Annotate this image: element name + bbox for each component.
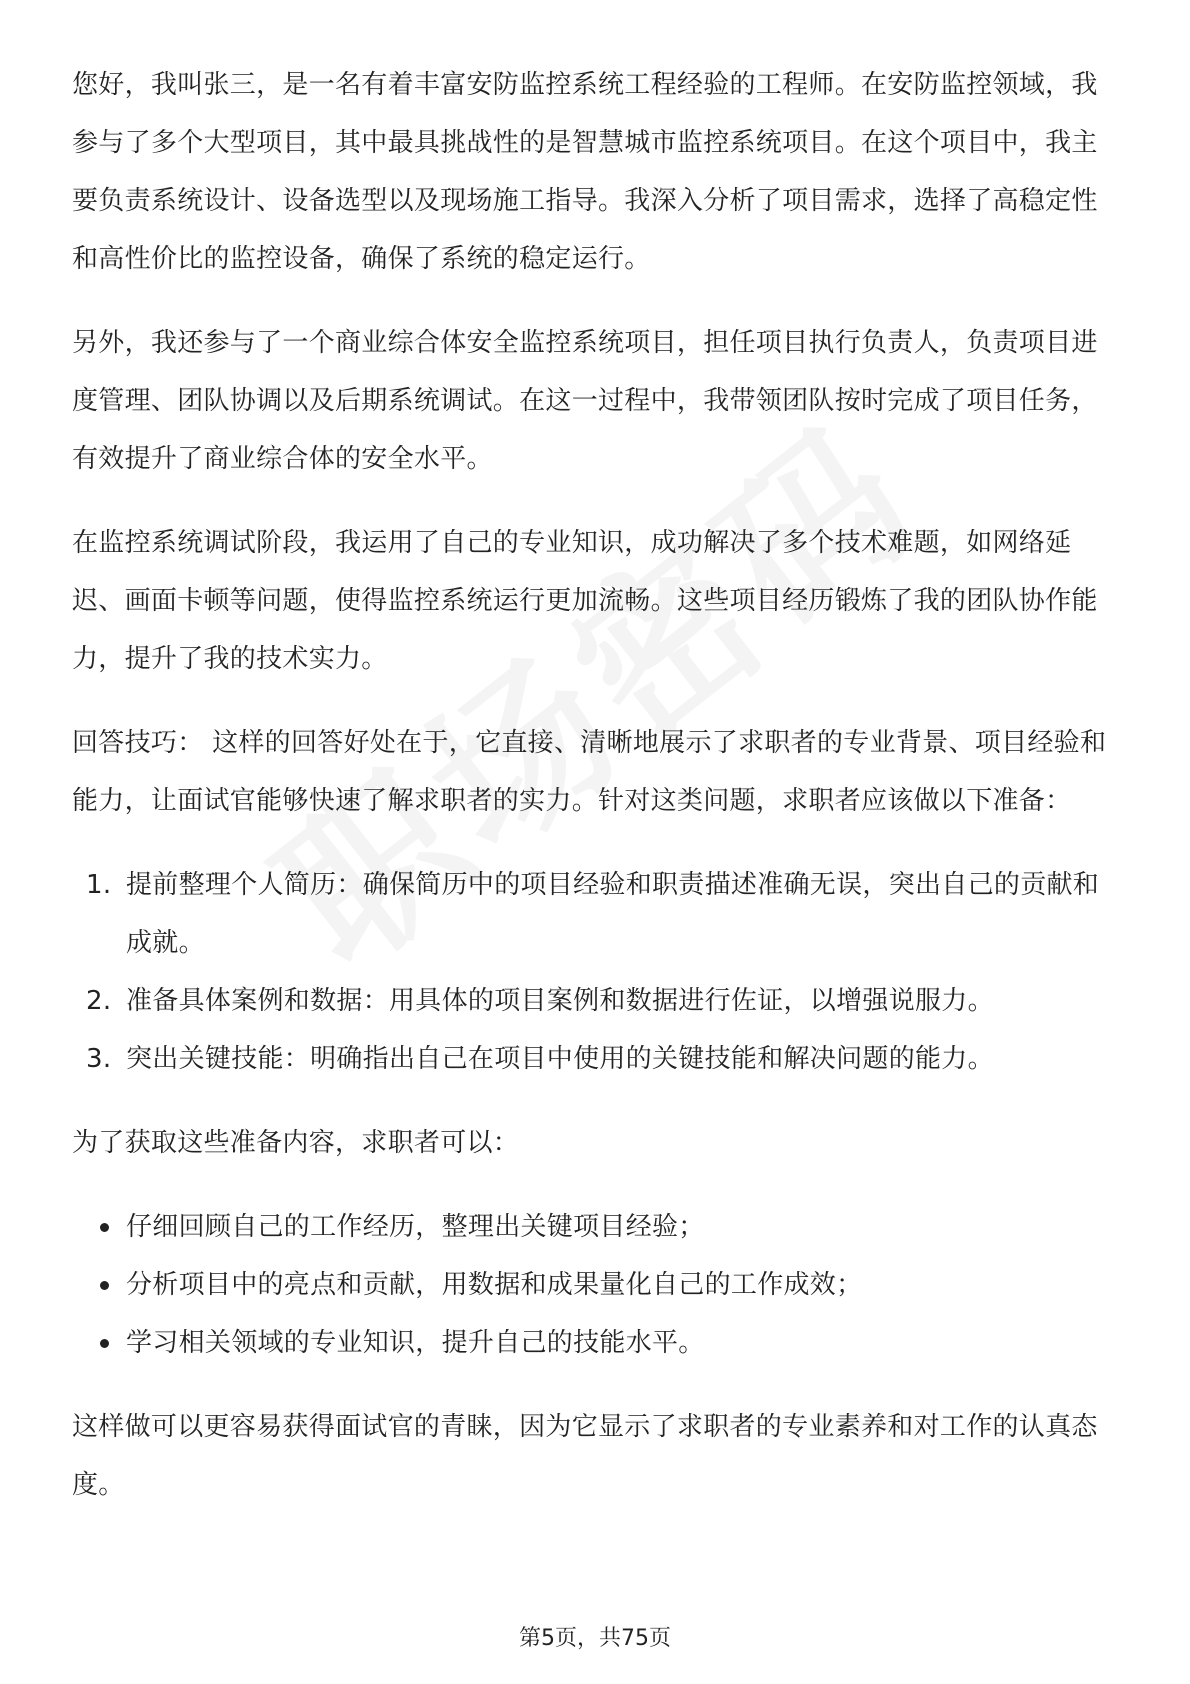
list-item-text: 仔细回顾自己的工作经历，整理出关键项目经验； [126, 1212, 705, 1242]
paragraph-answer-tips: 回答技巧： 这样的回答好处在于，它直接、清晰地展示了求职者的专业背景、项目经验和能力，让面试官能够快速了解求职者的实力。针对这类问题，求职者应该做以下准备： [72, 728, 1107, 816]
list-number: 3. [86, 1044, 112, 1074]
paragraph-intro: 您好，我叫张三，是一名有着丰富安防监控系统工程经验的工程师。在安防监控领域，我参与了多个大型项目，其中最具挑战性的是智慧城市监控系统项目。在这个项目中，我主要负责系统设计、设备选型以及现场施工指导。我深入分析了项目需求，选择了高稳定性和高性价比的监控设备，确保了系统的稳定运行。 [72, 70, 1098, 274]
list-number: 2. [86, 986, 112, 1016]
list-number: 1. [86, 870, 112, 900]
preparation-list [72, 856, 1122, 1088]
document-body [72, 56, 1122, 1540]
paragraph-debugging: 在监控系统调试阶段，我运用了自己的专业知识，成功解决了多个技术难题，如网络延迟、画面卡顿等问题，使得监控系统运行更加流畅。这些项目经历锻炼了我的团队协作能力，提升了我的技术实力。 [72, 528, 1098, 674]
list-item [72, 1198, 1122, 1256]
list-item-text: 提前整理个人简历：确保简历中的项目经验和职责描述准确无误，突出自己的贡献和成就。 [126, 870, 1100, 958]
list-item [72, 972, 1122, 1030]
list-item [72, 856, 1122, 972]
list-item-text: 准备具体案例和数据：用具体的项目案例和数据进行佐证，以增强说服力。 [126, 986, 994, 1016]
bullet-icon [100, 1339, 109, 1348]
bullet-icon [100, 1281, 109, 1290]
list-item-text: 突出关键技能：明确指出自己在项目中使用的关键技能和解决问题的能力。 [126, 1044, 994, 1074]
list-item [72, 1256, 1122, 1314]
bullet-icon [100, 1223, 109, 1232]
list-item-text: 学习相关领域的专业知识，提升自己的技能水平。 [126, 1328, 705, 1358]
bullet-list [72, 1198, 1122, 1372]
list-item [72, 1314, 1122, 1372]
paragraph-closing: 这样做可以更容易获得面试官的青睐，因为它显示了求职者的专业素养和对工作的认真态度。 [72, 1412, 1098, 1500]
paragraph-commercial-project: 另外，我还参与了一个商业综合体安全监控系统项目，担任项目执行负责人，负责项目进度管理、团队协调以及后期系统调试。在这一过程中，我带领团队按时完成了项目任务，有效提升了商业综合体的安全水平。 [72, 328, 1098, 474]
page-number: 第5页，共75页 [519, 1626, 671, 1651]
paragraph-bullets-intro: 为了获取这些准备内容，求职者可以： [72, 1128, 520, 1158]
list-item-text: 分析项目中的亮点和贡献，用数据和成果量化自己的工作成效； [126, 1270, 863, 1300]
list-item [72, 1030, 1122, 1088]
